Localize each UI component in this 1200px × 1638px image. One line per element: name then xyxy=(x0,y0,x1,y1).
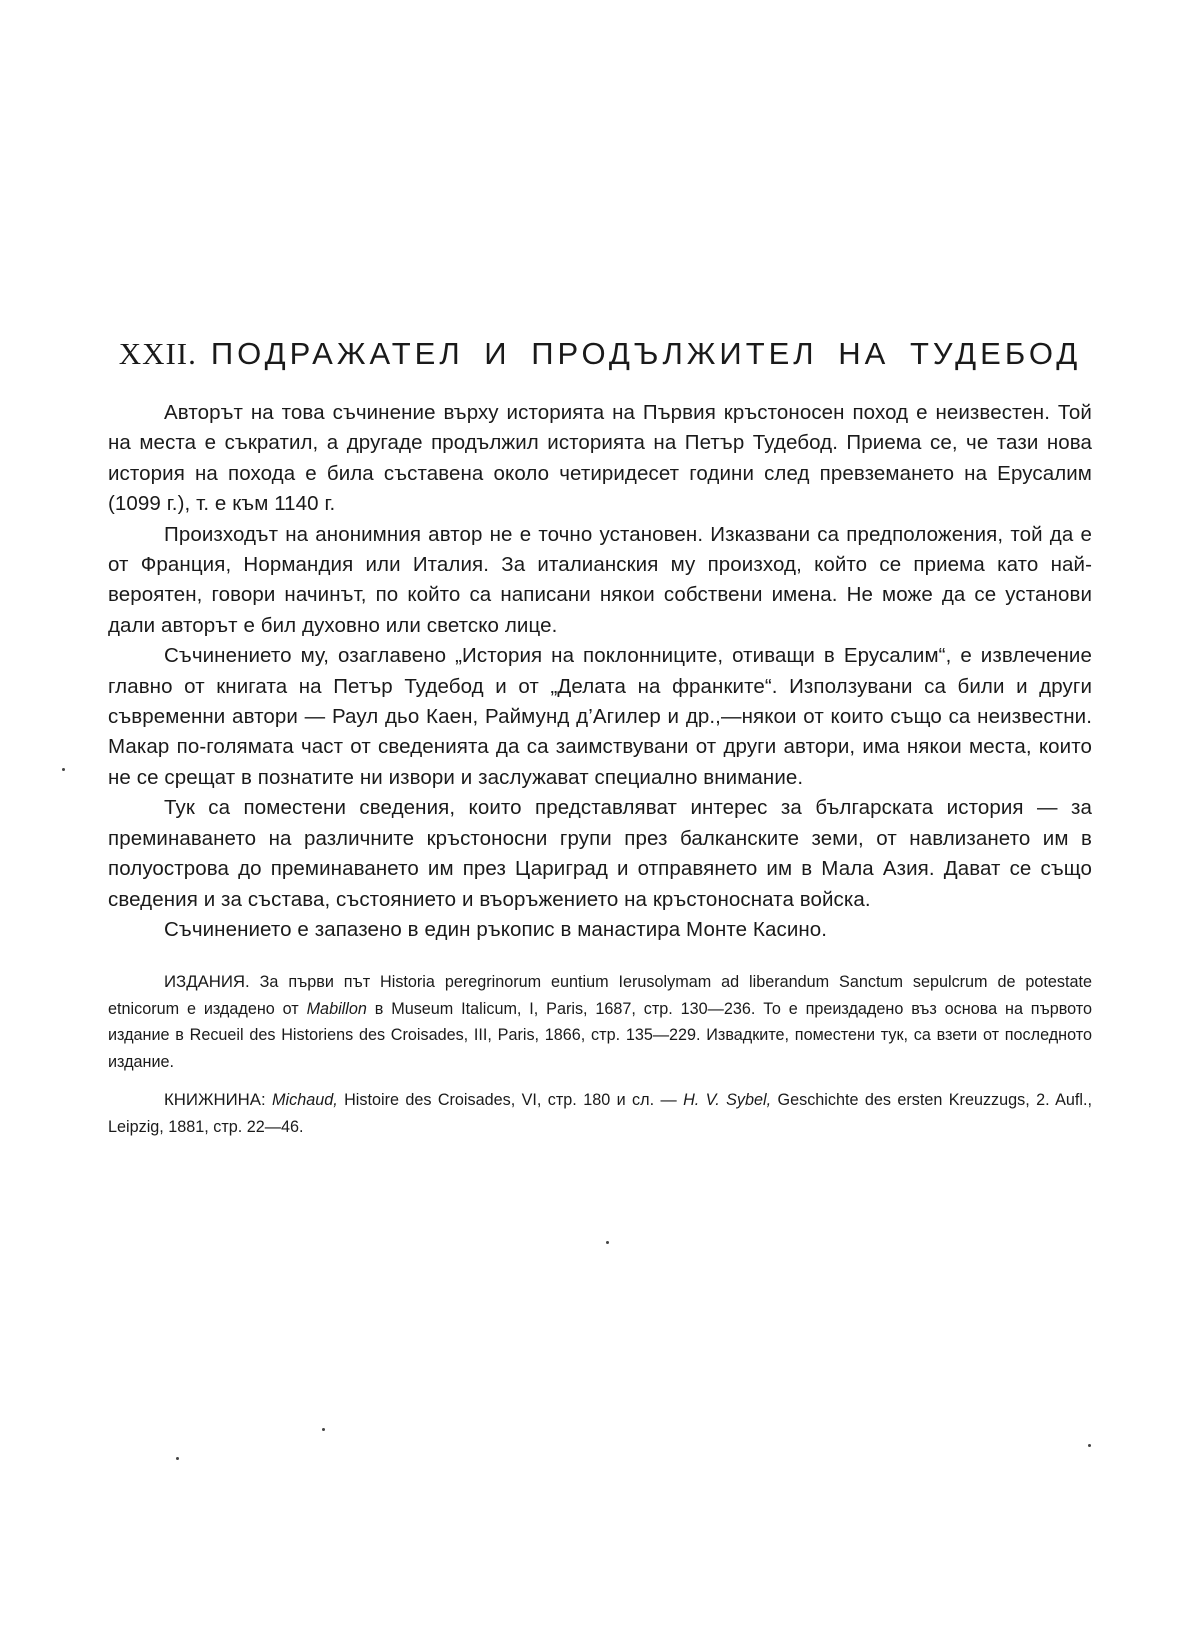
literature-note xyxy=(108,1087,1092,1140)
chapter-body xyxy=(108,398,1092,1152)
literature-label: КНИЖНИНА: xyxy=(164,1090,266,1110)
literature-author-2: H. V. Sybel, xyxy=(683,1091,772,1110)
paragraph-5: Съчинението е запазено в един ръкопис в манастира Монте Касино. xyxy=(164,917,828,941)
paragraph-1: Авторът на това съчинение върху историята на Първия кръстоносен поход е неизвестен. Той на места е съкратил, а другаде продължил историята на Петър Тудебод. Приема се, че тази нова история на похода е била съставена около четиридесет години след превземането на Ерусалим (1099 г.), т. е към 1140 г. xyxy=(108,401,1092,516)
chapter-number: XXII. xyxy=(118,336,197,371)
scan-speck xyxy=(606,1241,609,1244)
editions-label: ИЗДАНИЯ. xyxy=(164,972,250,992)
scan-speck xyxy=(1088,1444,1091,1447)
paragraph-2: Произходът на анонимния автор не е точно установен. Изказвани са предположения, той да е от Франция, Нормандия или Италия. За италианския му произход, който се приема като най-вероятен, говори начинът, по който са написани някои собствени имена. Не може да се установи дали авторът е бил духовно или светско лице. xyxy=(108,522,1092,637)
paragraph-3: Съчинението му, озаглавено „История на поклонниците, отиващи в Ерусалим“, е извлечение главно от книгата на Петър Тудебод и от „Делата на франките“. Използувани са били и други съвременни автори — Раул дьо Каен, Раймунд д’Агилер и др.,—някои от които също са неизвестни. Макар по-голямата част от сведенията да са заимствувани от други автори, има някои места, които не се срещат в познатите ни извори и заслужават специално внимание. xyxy=(108,644,1092,789)
scan-speck xyxy=(62,768,65,771)
literature-text-b: Geschichte des ersten Kreuzzugs, 2. Aufl., Leipzig, 1881, стр. 22—46. xyxy=(108,1091,1093,1136)
chapter-title-text: ПОДРАЖАТЕЛ И ПРОДЪЛЖИТЕЛ НА ТУДЕБОД xyxy=(210,336,1082,371)
literature-text-a: Histoire des Croisades, VI, стр. 180 и сл. — xyxy=(337,1091,684,1110)
literature-author-1: Michaud, xyxy=(272,1091,338,1110)
editions-text-a: За първи път Historia peregrinorum euntium Ierusolymam ad liberandum Sanctum sepulcrum de potestate etnicorum е издадено от xyxy=(108,973,1092,1018)
paragraph-4: Тук са поместени сведения, които представляват интерес за българската история — за преминаването на различните кръстоносни групи през балканските земи, от навлизането им в полуострова до преминаването им през Цариград и отправянето им в Мала Азия. Дават се също сведения и за състава, състоянието и въоръжението на кръстоносната войска. xyxy=(108,796,1092,911)
scan-speck xyxy=(322,1428,325,1431)
editions-note xyxy=(108,969,1092,1075)
scan-speck xyxy=(176,1457,179,1460)
chapter-title xyxy=(0,336,1200,372)
editions-text-b: в Museum Italicum, I, Paris, 1687, стр. 130—236. То е преиздадено въз основа на първото издание в Recueil des Historiens des Croisades, III, Paris, 1866, стр. 135—229. Извадките, поместени тук, са взети от последното издание. xyxy=(108,999,1092,1071)
editions-author: Mabillon xyxy=(306,999,367,1018)
